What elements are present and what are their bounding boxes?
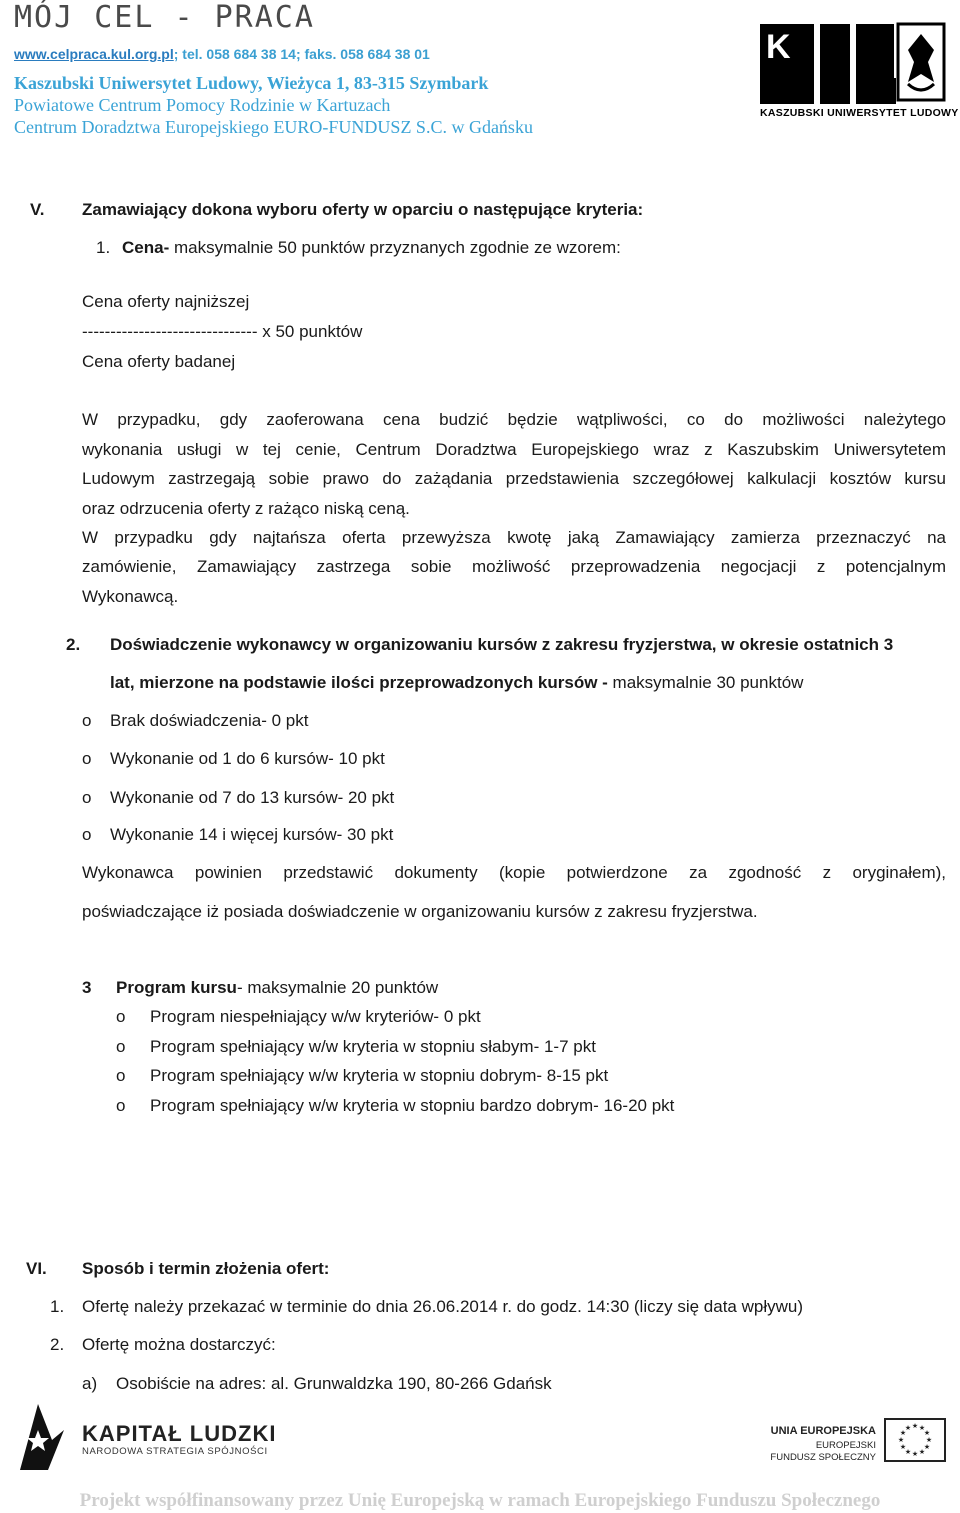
delivery-text: Ofertę można dostarczyć: [82,1335,276,1354]
list-number: 1. [50,1297,65,1316]
list-bullet: o [116,1066,126,1085]
criterion-1-text: maksymalnie 50 punktów przyznanych zgodnie ze wzorem: [169,238,621,257]
list-item: Program spełniający w/w kryteria w stopniu dobrym- 8-15 pkt [150,1066,609,1085]
negotiation-paragraph-line: zamówienie, Zamawiający zastrzega sobie możliwość przeprowadzenia negocjacji z potencjalnym [82,557,946,576]
kapital-ludzki-subtitle: NARODOWA STRATEGIA SPÓJNOŚCI [82,1446,268,1457]
svg-text:★: ★ [925,1436,933,1444]
list-bullet: o [116,1096,126,1115]
list-item: Wykonanie 14 i więcej kursów- 30 pkt [110,825,394,844]
criterion-2-heading-bold: lat, mierzone na podstawie ilości przeprowadzonych kursów - [110,673,608,692]
list-bullet: o [82,825,92,844]
svg-text:★: ★ [897,1436,905,1444]
deadline-text: Ofertę należy przekazać w terminie do dnia 26.06.2014 r. do godz. 14:30 (liczy się data wpływu) [82,1297,803,1316]
list-item: Program niespełniający w/w kryteriów- 0 pkt [150,1007,481,1026]
list-bullet: o [82,749,92,768]
criterion-1-line [122,238,621,258]
experience-note-line: poświadczające iż posiada doświadczenie w organizowaniu kursów z zakresu fryzjerstwa. [82,902,758,921]
svg-text:★: ★ [923,1429,931,1437]
criterion-1-number: 1. [96,238,111,257]
criterion-2-heading: Doświadczenie wykonawcy w organizowaniu kursów z zakresu fryzjerstwa, w okresie ostatnich 3 [110,635,894,654]
experience-note-line: Wykonawca powinien przedstawić dokumenty (kopie potwierdzone za zgodność z oryginałem), [82,863,946,882]
header-address: Kaszubski Uniwersytet Ludowy, Wieżyca 1, 83-315 Szymbark [14,73,489,93]
svg-text:★: ★ [904,1448,912,1456]
header-partner-2: Centrum Doradztwa Europejskiego EURO-FUNDUSZ S.C. w Gdańsku [14,117,533,137]
formula-numerator: Cena oferty najniższej [82,292,250,311]
svg-text:★: ★ [899,1443,907,1451]
criterion-1-label: Cena- [122,238,170,257]
list-bullet: o [116,1007,126,1026]
negotiation-paragraph-line: W przypadku gdy najtańsza oferta przewyższa kwotę jaką Zamawiający zamierza przeznaczyć na [82,528,946,547]
kul-logo-caption: KASZUBSKI UNIWERSYTET LUDOWY [760,107,959,119]
list-bullet: o [116,1037,126,1056]
header-partner-1: Powiatowe Centrum Pomocy Rodzinie w Kartuzach [14,95,391,115]
efs-label: FUNDUSZ SPOŁECZNY [770,1452,876,1463]
criterion-3-text: - maksymalnie 20 punktów [236,978,439,997]
cofinancing-note: Projekt współfinansowany przez Unię Europejską w ramach Europejskiego Funduszu Społecznego [79,1490,881,1511]
section-v-number: V. [30,200,45,219]
address-text: Osobiście na adres: al. Grunwaldzka 190, 80-266 Gdańsk [116,1374,552,1393]
criterion-2-heading-2 [110,673,803,693]
negotiation-paragraph-line: Wykonawcą. [82,587,179,606]
formula-denominator: Cena oferty badanej [82,352,236,371]
svg-text:★: ★ [923,1443,931,1451]
price-paragraph-line: W przypadku, gdy zaoferowana cena budzić będzie wątpliwości, co do możliwości należytego [82,410,946,429]
price-paragraph-line: Ludowym zastrzegają sobie prawo do zażądania przedstawienia szczegółowej kalkulacji kosztów kursu [82,469,946,488]
criterion-2-number: 2. [66,635,81,654]
contact-phone-fax: ; tel. 058 684 38 14; faks. 058 684 38 01 [173,46,430,62]
section-vi-number: VI. [26,1259,47,1278]
efs-label: EUROPEJSKI [815,1440,876,1451]
criterion-3-number: 3 [82,978,92,997]
list-item: Program spełniający w/w kryteria w stopniu słabym- 1-7 pkt [150,1037,596,1056]
price-paragraph-line: oraz odrzucenia oferty z rażąco niską ceną. [82,499,410,518]
list-letter: a) [82,1374,98,1393]
svg-text:★: ★ [899,1429,907,1437]
price-paragraph-line: wykonania usługi w tej cenie, Centrum Doradztwa Europejskiego wraz z Kaszubskim Uniwersytetem [82,440,946,459]
website-link[interactable]: www.celpraca.kul.org.pl [14,46,174,62]
eu-flag-icon [884,1418,946,1462]
kul-logo-letter: K [766,28,791,66]
kapital-ludzki-title: KAPITAŁ LUDZKI [82,1421,277,1446]
list-number: 2. [50,1335,65,1354]
criterion-3-heading [116,978,438,998]
section-vi-heading: Sposób i termin złożenia ofert: [82,1259,330,1278]
svg-text:★: ★ [904,1424,912,1432]
svg-text:★: ★ [911,1422,919,1430]
list-item: Wykonanie od 7 do 13 kursów- 20 pkt [110,788,395,807]
eu-label: UNIA EUROPEJSKA [770,1425,876,1437]
criterion-3-label: Program kursu [116,978,237,997]
svg-text:★: ★ [911,1450,919,1458]
criterion-2-max-points: maksymalnie 30 punktów [607,673,804,692]
svg-text:★: ★ [918,1448,926,1456]
list-item: Program spełniający w/w kryteria w stopniu bardzo dobrym- 16-20 pkt [150,1096,675,1115]
section-v-heading: Zamawiający dokona wyboru oferty w oparciu o następujące kryteria: [82,200,644,219]
program-title: MÓJ CEL - PRACA [14,0,315,35]
list-bullet: o [82,711,92,730]
contact-line [14,46,430,62]
list-bullet: o [82,788,92,807]
list-item: Brak doświadczenia- 0 pkt [110,711,309,730]
svg-text:★: ★ [918,1424,926,1432]
formula-line: ------------------------------- x 50 punktów [82,322,363,341]
kapital-ludzki-logo-icon [8,1400,66,1476]
list-item: Wykonanie od 1 do 6 kursów- 10 pkt [110,749,385,768]
